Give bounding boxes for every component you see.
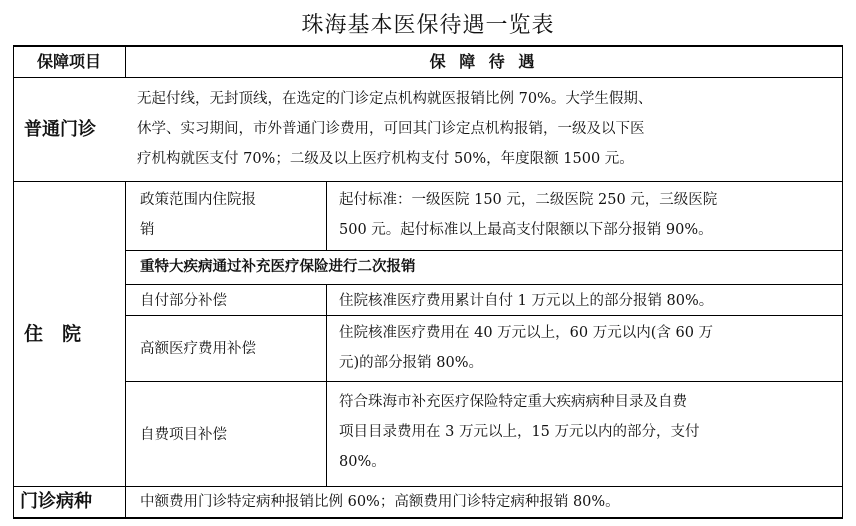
text-line: 元)的部分报销 80%。 <box>339 355 483 371</box>
table-border-bottom <box>13 517 843 519</box>
row-divider <box>125 250 843 251</box>
text-line: 500 元。起付标准以上最高支付限额以下部分报销 90%。 <box>339 222 713 238</box>
row-divider <box>13 77 843 78</box>
text-line: 项目目录费用在 3 万元以上，15 万元以内的部分，支付 <box>339 424 700 440</box>
critical-illness-heading: 重特大疾病通过补充医疗保险进行二次报销 <box>140 258 416 275</box>
text-line: 起付标准：一级医院 150 元，二级医院 250 元，三级医院 <box>339 192 718 208</box>
self-expense-value <box>339 387 839 477</box>
row-divider <box>13 181 843 182</box>
inpatient-label: 住 院 <box>24 323 82 345</box>
column-divider <box>326 181 327 250</box>
outpatient-label: 普通门诊 <box>24 118 96 140</box>
high-cost-value <box>339 318 839 378</box>
column-divider <box>125 486 126 519</box>
table-border-right <box>842 45 843 519</box>
text-line: 休学、实习期间，市外普通门诊费用，可回其门诊定点机构报销，一级及以下医 <box>137 121 645 137</box>
row-divider <box>125 284 843 285</box>
text-line: 80%。 <box>339 454 386 470</box>
chronic-label: 门诊病种 <box>20 491 92 512</box>
policy-label <box>140 185 320 245</box>
chronic-value: 中额费用门诊特定病种报销比例 60%；高额费用门诊特定病种报销 80%。 <box>140 494 620 510</box>
self-pay-label: 自付部分补偿 <box>140 293 227 309</box>
header-benefit-label: 保 障 待 遇 <box>429 52 539 71</box>
column-divider <box>326 284 327 487</box>
row-divider <box>125 381 843 382</box>
header-item-label: 保障项目 <box>36 52 101 71</box>
self-pay-value: 住院核准医疗费用累计自付 1 万元以上的部分报销 80%。 <box>339 293 714 309</box>
outpatient-description <box>137 84 837 174</box>
table-border-left <box>13 45 14 519</box>
text-line: 政策范围内住院报 <box>140 192 256 208</box>
self-expense-label: 自费项目补偿 <box>140 427 227 443</box>
text-line: 疗机构就医支付 70%；二级及以上医疗机构支付 50%，年度限额 1500 元。 <box>137 151 634 167</box>
text-line: 住院核准医疗费用在 40 万元以上，60 万元以内(含 60 万 <box>339 325 714 341</box>
text-line: 无起付线，无封顶线，在选定的门诊定点机构就医报销比例 70%。大学生假期、 <box>137 91 653 107</box>
column-divider <box>125 181 126 487</box>
text-line: 符合珠海市补充医疗保险特定重大疾病病种目录及自费 <box>339 394 687 410</box>
policy-value <box>339 185 839 245</box>
high-cost-label: 高额医疗费用补偿 <box>140 341 256 357</box>
text-line: 销 <box>140 222 155 238</box>
page-title: 珠海基本医保待遇一览表 <box>301 13 555 38</box>
